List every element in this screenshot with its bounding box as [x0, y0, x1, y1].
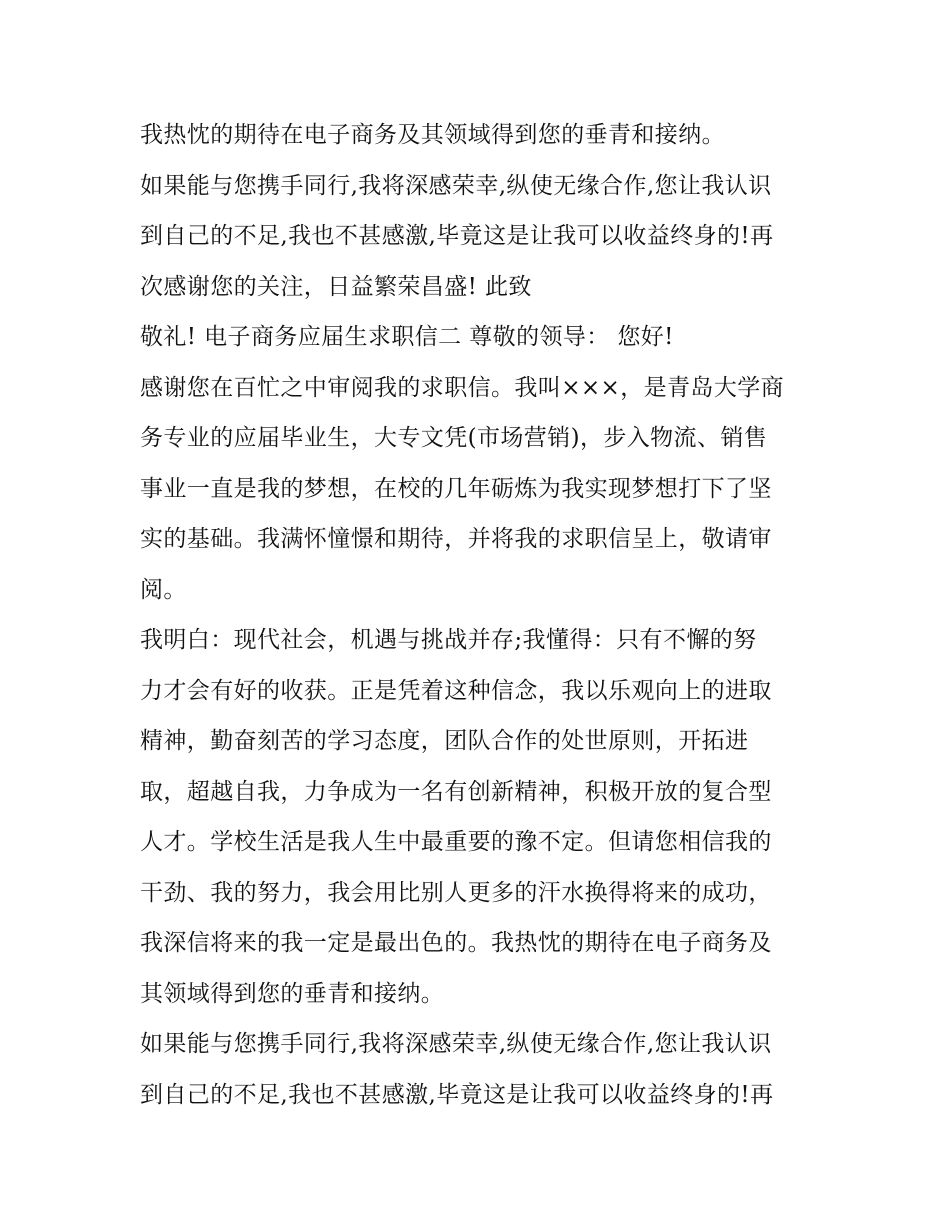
text-line: 我深信将来的我一定是最出色的。我热忱的期待在电子商务及 [140, 930, 772, 956]
text-line: 敬礼! 电子商务应届生求职信二 尊敬的领导： 您好! [140, 324, 674, 350]
text-line: 到自己的不足,我也不甚感激,毕竟这是让我可以收益终身的!再 [140, 1081, 774, 1108]
text-line: 取，超越自我，力争成为一名有创新精神，积极开放的复合型 [140, 778, 772, 805]
text-line: 如果能与您携手同行,我将深感荣幸,纵使无缘合作,您让我认识 [140, 1031, 772, 1057]
text-line: 精神，勤奋刻苦的学习态度，团队合作的处世原则，开拓进 [140, 728, 749, 754]
text-line: 人才。学校生活是我人生中最重要的豫不定。但请您相信我的 [140, 829, 772, 855]
text-line: 如果能与您携手同行,我将深感荣幸,纵使无缘合作,您让我认识 [140, 172, 772, 199]
text-line: 我明白：现代社会，机遇与挑战并存;我懂得：只有不懈的努 [140, 627, 757, 653]
text-line: 务专业的应届毕业生，大专文凭(市场营销)，步入物流、销售 [140, 425, 768, 451]
letter-body [140, 110, 820, 1120]
text-line: 我热忱的期待在电子商务及其领域得到您的垂青和接纳。 [140, 122, 725, 148]
text-line: 干劲、我的努力，我会用比别人更多的汗水换得将来的成功， [140, 879, 772, 906]
text-line: 其领域得到您的垂青和接纳。 [140, 980, 445, 1007]
text-line: 力才会有好的收获。正是凭着这种信念，我以乐观向上的进取 [140, 677, 772, 704]
text-line: 次感谢您的关注，日益繁荣昌盛! 此致 [140, 273, 532, 300]
text-line: 阅。 [140, 576, 187, 603]
text-line: 感谢您在百忙之中审阅我的求职信。我叫×××，是青岛大学商 [140, 374, 785, 401]
text-line: 实的基础。我满怀憧憬和期待，并将我的求职信呈上，敬请审 [140, 526, 772, 552]
text-line: 事业一直是我的梦想，在校的几年砺炼为我实现梦想打下了坚 [140, 475, 772, 502]
text-line: 到自己的不足,我也不甚感激,毕竟这是让我可以收益终身的!再 [140, 223, 774, 249]
